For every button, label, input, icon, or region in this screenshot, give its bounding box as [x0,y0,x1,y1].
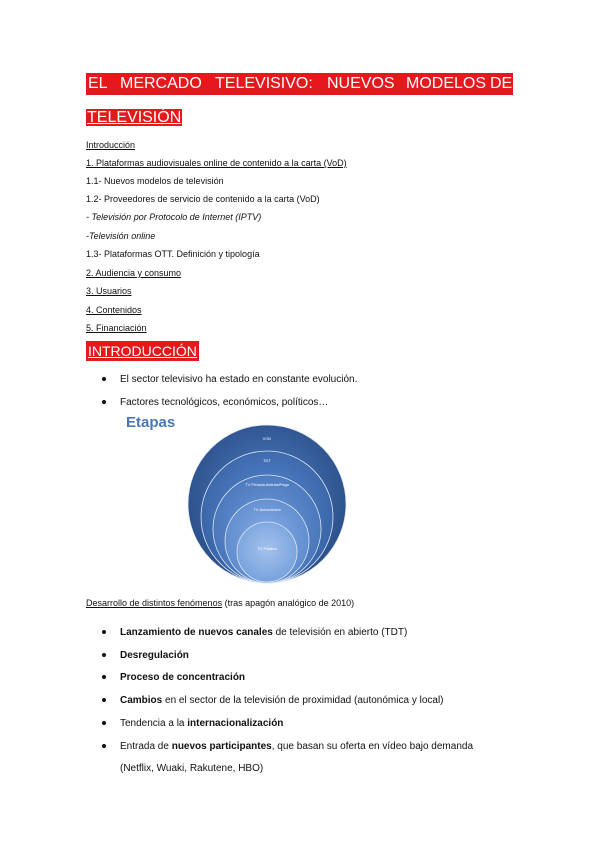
toc-item-ott: 1.3- Plataformas OTT. Definición y tipología [86,249,260,259]
toc-item-financiacion: 5. Financiación [86,323,147,333]
toc-item-iptv: - Televisión por Protocolo de Internet (IPTV) [86,212,262,222]
toc-item-nuevos-modelos: 1.1- Nuevos modelos de televisión [86,176,224,186]
section-heading-introduccion: INTRODUCCIÓN [88,343,197,359]
bullet-bold: internacionalización [187,718,284,729]
title-word: TELEVISIÓN [87,109,182,126]
ring-label: TV Pública [257,546,277,551]
desarrollo-note: (tras apagón analógico de 2010) [222,598,355,608]
bullet-rest: de televisión en abierto (TDT) [272,627,408,638]
title-word: MODELOS [406,75,487,92]
stages-nested-circle-diagram [185,424,350,584]
document-title-line-1 [86,73,513,95]
desarrollo-title: Desarrollo de distintos fenómenos [86,598,223,608]
ring-tv-publica [237,522,297,582]
bullet-bold: nuevos participantes [171,741,272,752]
toc-item-introduccion: Introducción [86,140,136,150]
bullet-continuation: (Netflix, Wuaki, Rakutene, HBO) [120,763,264,774]
diagram-title: Etapas [126,414,176,431]
toc-item-proveedores: 1.2- Proveedores de servicio de contenido a la carta (VoD) [86,194,320,204]
title-word: EL [88,75,108,92]
title-word: NUEVOS [327,75,395,92]
title-word: DE [490,75,513,92]
bullet-bold: Desregulación [120,650,189,661]
title-word: TELEVISIVO: [215,75,313,92]
toc-item-tv-online: -Televisión online [86,231,156,241]
desarrollo-heading [86,598,354,609]
bullet-rest: en el sector de la televisión de proximidad (autonómica y local) [162,695,444,706]
bullet-bold: Lanzamiento de nuevos canales [120,627,273,638]
toc-item-plataformas: 1. Plataformas audiovisuales online de contenido a la carta (VoD) [86,158,347,168]
bullet-rest: , que basan su oferta en vídeo bajo demanda [271,741,474,752]
document-title-line-2 [86,107,182,129]
bullet-pre: Tendencia a la [120,718,188,729]
toc-item-usuarios: 3. Usuarios [86,286,132,296]
toc-item-audiencia: 2. Audiencia y consumo [86,268,182,278]
ring-label: TV Autonómica [253,507,281,512]
toc-item-contenidos: 4. Contenidos [86,305,142,315]
intro-bullet-text: El sector televisivo ha estado en constante evolución. [120,374,358,385]
ring-label: TV Privada Abierta/Pago [245,482,289,487]
intro-bullet-text: Factores tecnológicos, económicos, políticos… [120,397,329,408]
bullet-pre: Entrada de [120,741,172,752]
ring-label: VOD [262,436,272,441]
bullet-bold: Proceso de concentración [120,672,246,683]
ring-label: TDT [263,458,271,463]
title-word: MERCADO [120,75,202,92]
bullet-bold: Cambios [120,695,163,706]
